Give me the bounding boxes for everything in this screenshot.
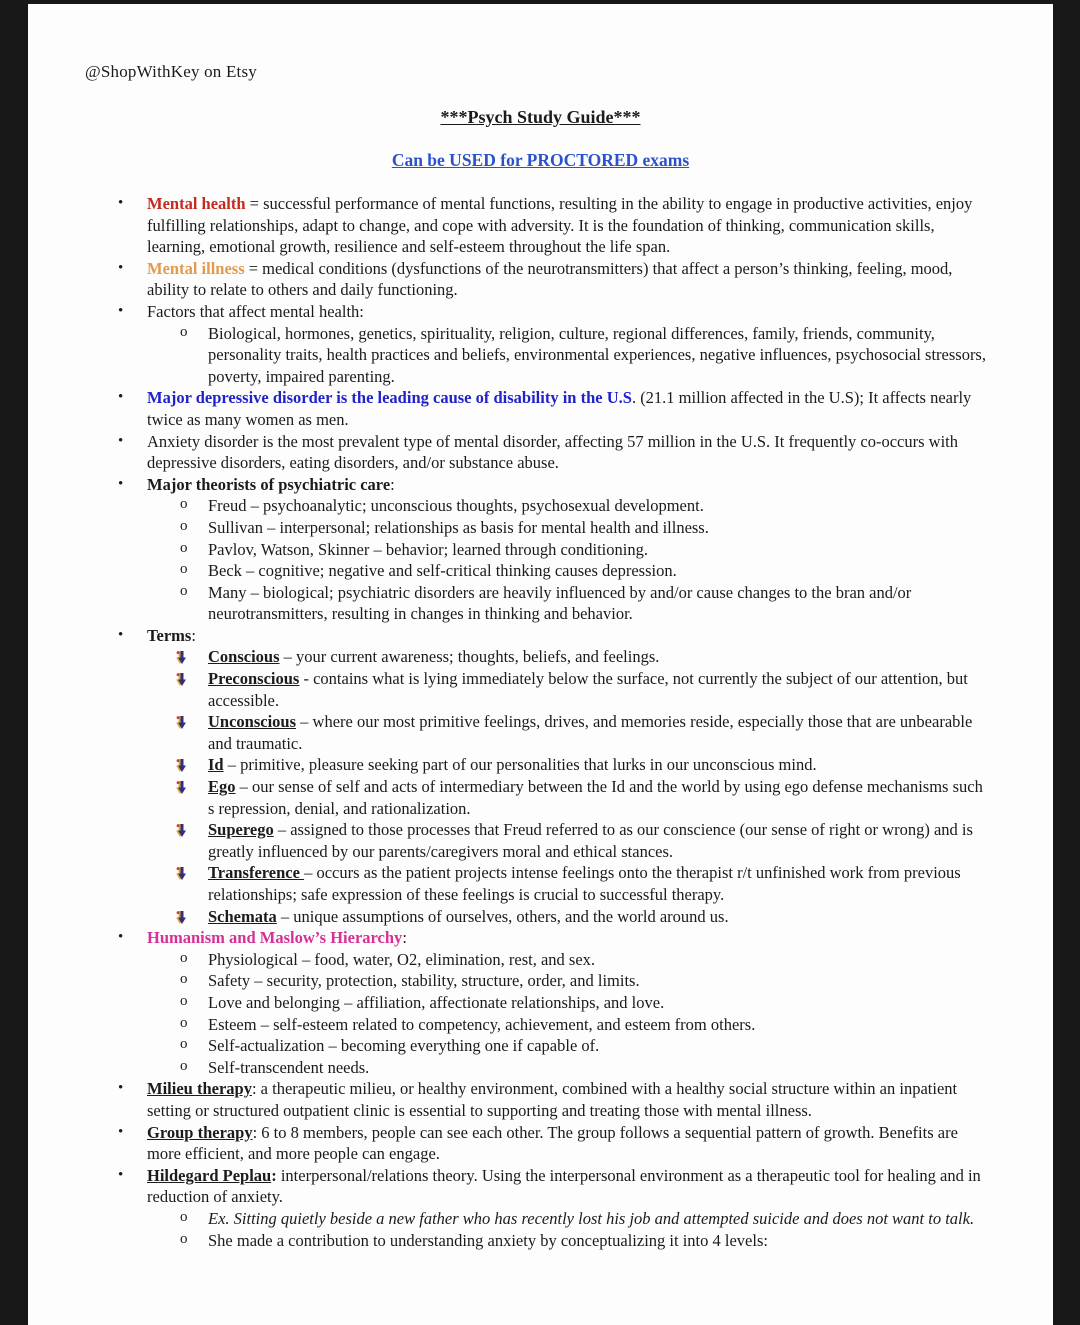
list-item	[28, 625, 1053, 647]
list-item-text	[147, 1123, 958, 1164]
text-run: Transference	[208, 863, 305, 883]
arrow-bullet-icon	[176, 779, 189, 801]
text-run: :	[402, 928, 407, 948]
bullet-icon: •	[118, 195, 124, 211]
text-run: Unconscious	[208, 712, 297, 732]
circle-bullet-icon: o	[180, 561, 188, 578]
bullet-icon: •	[118, 259, 124, 276]
text-run: Humanism and Maslow’s Hierarchy	[147, 928, 403, 948]
list-item	[28, 1122, 1053, 1165]
list-item-text	[208, 518, 709, 537]
circle-bullet-icon: o	[180, 582, 188, 599]
list-item	[28, 949, 1053, 971]
bullet-icon: •	[118, 1166, 124, 1183]
document-page	[28, 4, 1053, 1325]
bullet-icon: •	[118, 1123, 124, 1140]
list-item-text	[208, 583, 911, 624]
arrow-bullet-icon	[176, 822, 189, 844]
text-run: Factors that affect mental health:	[147, 301, 364, 321]
list-item-text	[147, 1166, 981, 1207]
list-item-text	[147, 1079, 957, 1120]
text-run: – where our most primitive feelings, drives, and memories reside, especially those that are unbearable and traumatic.	[208, 712, 973, 753]
circle-bullet-icon: o	[180, 1014, 188, 1031]
list-item	[28, 1230, 1053, 1252]
list-item-text	[147, 194, 972, 256]
text-run: Physiological – food, water, O2, elimination, rest, and sex.	[208, 949, 596, 969]
list-item-text	[147, 259, 952, 300]
circle-bullet-icon: o	[180, 517, 188, 534]
text-run: :	[390, 474, 395, 494]
arrow-bullet-icon	[176, 671, 189, 693]
author-handle: @ShopWithKey on Etsy	[85, 62, 257, 81]
circle-bullet-icon: o	[180, 1208, 188, 1225]
list-item-text	[147, 928, 407, 947]
arrow-bullet-icon	[176, 865, 189, 887]
list-item	[28, 927, 1053, 949]
study-guide-list	[28, 193, 1053, 1251]
list-item-text	[208, 496, 704, 515]
text-run: Freud – psychoanalytic; unconscious thoughts, psychosexual development.	[208, 496, 704, 516]
text-run: Anxiety disorder is the most prevalent type of mental disorder, affecting 57 million in the U.S. It frequently co-occurs with depressive disorders, eating disorders, and/or substance abuse.	[147, 431, 959, 473]
list-item-text	[208, 907, 729, 926]
text-run: Beck – cognitive; negative and self-critical thinking causes depression.	[208, 561, 677, 581]
list-item-text	[208, 755, 817, 774]
list-item-text	[208, 1231, 768, 1250]
circle-bullet-icon: o	[180, 1057, 188, 1074]
text-run: :	[271, 1165, 277, 1185]
arrow-bullet-icon	[176, 714, 189, 736]
text-run: Ego	[208, 777, 236, 797]
text-run: Pavlov, Watson, Skinner – behavior; learned through conditioning.	[208, 539, 648, 559]
list-item	[28, 992, 1053, 1014]
list-item	[28, 539, 1053, 561]
text-run: Hildegard Peplau	[147, 1165, 272, 1185]
text-run: - contains what is lying immediately below the surface, not currently the subject of our attention, but accessible.	[208, 669, 968, 710]
doc-title: ***Psych Study Guide***	[440, 107, 641, 127]
text-run: She made a contribution to understanding anxiety by conceptualizing it into 4 levels:	[208, 1230, 768, 1250]
list-item	[28, 193, 1053, 258]
list-item-text	[208, 540, 648, 559]
circle-bullet-icon: o	[180, 539, 188, 556]
list-item-text	[208, 950, 595, 969]
circle-bullet-icon: o	[180, 1036, 188, 1053]
list-item	[28, 258, 1053, 301]
list-item	[28, 1165, 1053, 1208]
list-item	[28, 819, 1053, 862]
text-run: – primitive, pleasure seeking part of our personalities that lurks in our unconscious mind.	[223, 755, 817, 775]
list-item	[28, 862, 1053, 905]
list-item	[28, 301, 1053, 323]
list-item	[28, 1208, 1053, 1230]
list-item-text	[208, 820, 973, 861]
list-item-text	[147, 626, 196, 645]
list-item-text	[147, 475, 395, 494]
text-run: – occurs as the patient projects intense feelings onto the therapist r/t unfinished work from previous relationships; safe expression of these feelings is crucial to successful therapy.	[208, 863, 961, 904]
circle-bullet-icon: o	[180, 971, 188, 988]
list-item	[28, 906, 1053, 928]
proctored-exams-link[interactable]: Can be USED for PROCTORED exams	[391, 150, 690, 170]
text-run: Self-transcendent needs.	[208, 1057, 370, 1077]
list-item	[28, 646, 1053, 668]
list-item	[28, 754, 1053, 776]
circle-bullet-icon: o	[180, 496, 188, 513]
circle-bullet-icon: o	[180, 1230, 188, 1247]
text-run: interpersonal/relations theory. Using the interpersonal environment as a therapeutic tool for healing and in reduction of anxiety.	[147, 1165, 981, 1207]
text-run: – our sense of self and acts of intermediary between the Id and the world by using ego defense mechanisms such s repression, denial, and rationalization.	[208, 777, 983, 818]
text-run: : 6 to 8 members, people can see each other. The group follows a sequential pattern of growth. Benefits are more efficient, and more people can engage.	[147, 1122, 958, 1164]
list-item-text	[208, 1015, 755, 1034]
list-item-text	[208, 777, 983, 818]
text-run: Major depressive disorder is the leading cause of disability in the U.S	[147, 388, 632, 408]
text-run: Ex. Sitting quietly beside a new father who has recently lost his job and attempted suicide and does not want to talk.	[208, 1208, 975, 1228]
list-item	[28, 776, 1053, 819]
list-item	[28, 560, 1053, 582]
text-run: Safety – security, protection, stability, structure, order, and limits.	[208, 971, 640, 991]
text-run: – your current awareness; thoughts, beliefs, and feelings.	[279, 647, 660, 667]
text-run: Love and belonging – affiliation, affectionate relationships, and love.	[208, 992, 665, 1012]
bullet-icon: •	[118, 1080, 124, 1097]
bullet-icon: •	[118, 432, 124, 449]
text-run: = medical conditions (dysfunctions of the neurotransmitters) that affect a person’s thinking, feeling, mood, ability to relate to others and daily functioning.	[147, 258, 953, 300]
text-run: : a therapeutic milieu, or healthy environment, combined with a healthy social structure within an inpatient setting or structured outpatient clinic is essential to supporting and treating those with mental illness.	[147, 1079, 958, 1120]
list-item-text	[147, 388, 971, 429]
bullet-icon: •	[118, 389, 124, 406]
list-item	[28, 495, 1053, 517]
list-item-text	[208, 647, 659, 666]
list-item-text	[208, 971, 640, 990]
list-item-text	[208, 863, 961, 904]
list-item-text	[147, 302, 364, 321]
bullet-icon: •	[118, 626, 124, 643]
circle-bullet-icon: o	[180, 992, 188, 1009]
text-run: Self-actualization – becoming everything one if capable of.	[208, 1036, 600, 1056]
text-run: Milieu therapy	[147, 1079, 252, 1099]
text-run: :	[191, 625, 196, 645]
text-run: Schemata	[208, 906, 277, 926]
text-run: Esteem – self-esteem related to competency, achievement, and esteem from others.	[208, 1014, 756, 1034]
text-run: Mental health	[147, 194, 246, 213]
text-run: – assigned to those processes that Freud referred to as our conscience (our sense of right or wrong) and is greatly influenced by our parents/caregivers moral and ethical stances.	[208, 820, 973, 861]
list-item	[28, 582, 1053, 625]
text-run: Many – biological; psychiatric disorders are heavily influenced by and/or cause changes to the bran and/or neurotransmitters, resulting in changes in thinking and behavior.	[208, 582, 912, 624]
text-run: Mental illness	[147, 258, 245, 278]
list-item	[28, 1057, 1053, 1079]
list-item	[28, 1078, 1053, 1121]
text-run: – unique assumptions of ourselves, others, and the world around us.	[276, 906, 729, 926]
list-item	[28, 387, 1053, 430]
bullet-icon: •	[118, 302, 124, 319]
list-item-text	[208, 1036, 599, 1055]
list-item	[28, 711, 1053, 754]
bullet-icon: •	[118, 475, 124, 492]
circle-bullet-icon: o	[180, 323, 188, 340]
text-run: Superego	[208, 820, 274, 840]
circle-bullet-icon: o	[180, 949, 188, 966]
list-item	[28, 323, 1053, 388]
text-run: = successful performance of mental functions, resulting in the ability to engage in productive activities, enjoy fulfilling relationships, adapt to change, and cope with adversity. It is the foundation of thinking, communication skills, learning, emotional growth, resilience and self-esteem throughout the life span.	[147, 194, 973, 257]
text-run: Group therapy	[147, 1122, 253, 1142]
list-item	[28, 1035, 1053, 1057]
list-item	[28, 474, 1053, 496]
text-run: Major theorists of psychiatric care	[147, 474, 391, 494]
list-item-text	[208, 993, 664, 1012]
text-run: Sullivan – interpersonal; relationships as basis for mental health and illness.	[208, 517, 709, 537]
list-item-text	[147, 432, 958, 473]
text-run: . (21.1 million affected in the U.S); It affects nearly twice as many women as men.	[147, 388, 972, 429]
list-item	[28, 970, 1053, 992]
text-run: Id	[208, 755, 224, 775]
list-item-text	[208, 669, 968, 710]
list-item	[28, 1014, 1053, 1036]
list-item	[28, 517, 1053, 539]
list-item-text	[208, 324, 986, 386]
text-run: Biological, hormones, genetics, spirituality, religion, culture, regional differences, family, friends, community, personality traits, health practices and beliefs, environmental experiences, negative influences, psychosocial stressors, poverty, impaired parenting.	[208, 323, 986, 386]
text-run: Conscious	[208, 647, 280, 667]
text-run: Terms	[147, 625, 192, 645]
bullet-icon: •	[118, 929, 124, 946]
text-run: Preconscious	[208, 669, 300, 689]
list-item	[28, 668, 1053, 711]
list-item	[28, 431, 1053, 474]
list-item-text	[208, 712, 972, 753]
list-item-text	[208, 561, 677, 580]
list-item-text	[208, 1209, 974, 1228]
list-item-text	[208, 1058, 369, 1077]
